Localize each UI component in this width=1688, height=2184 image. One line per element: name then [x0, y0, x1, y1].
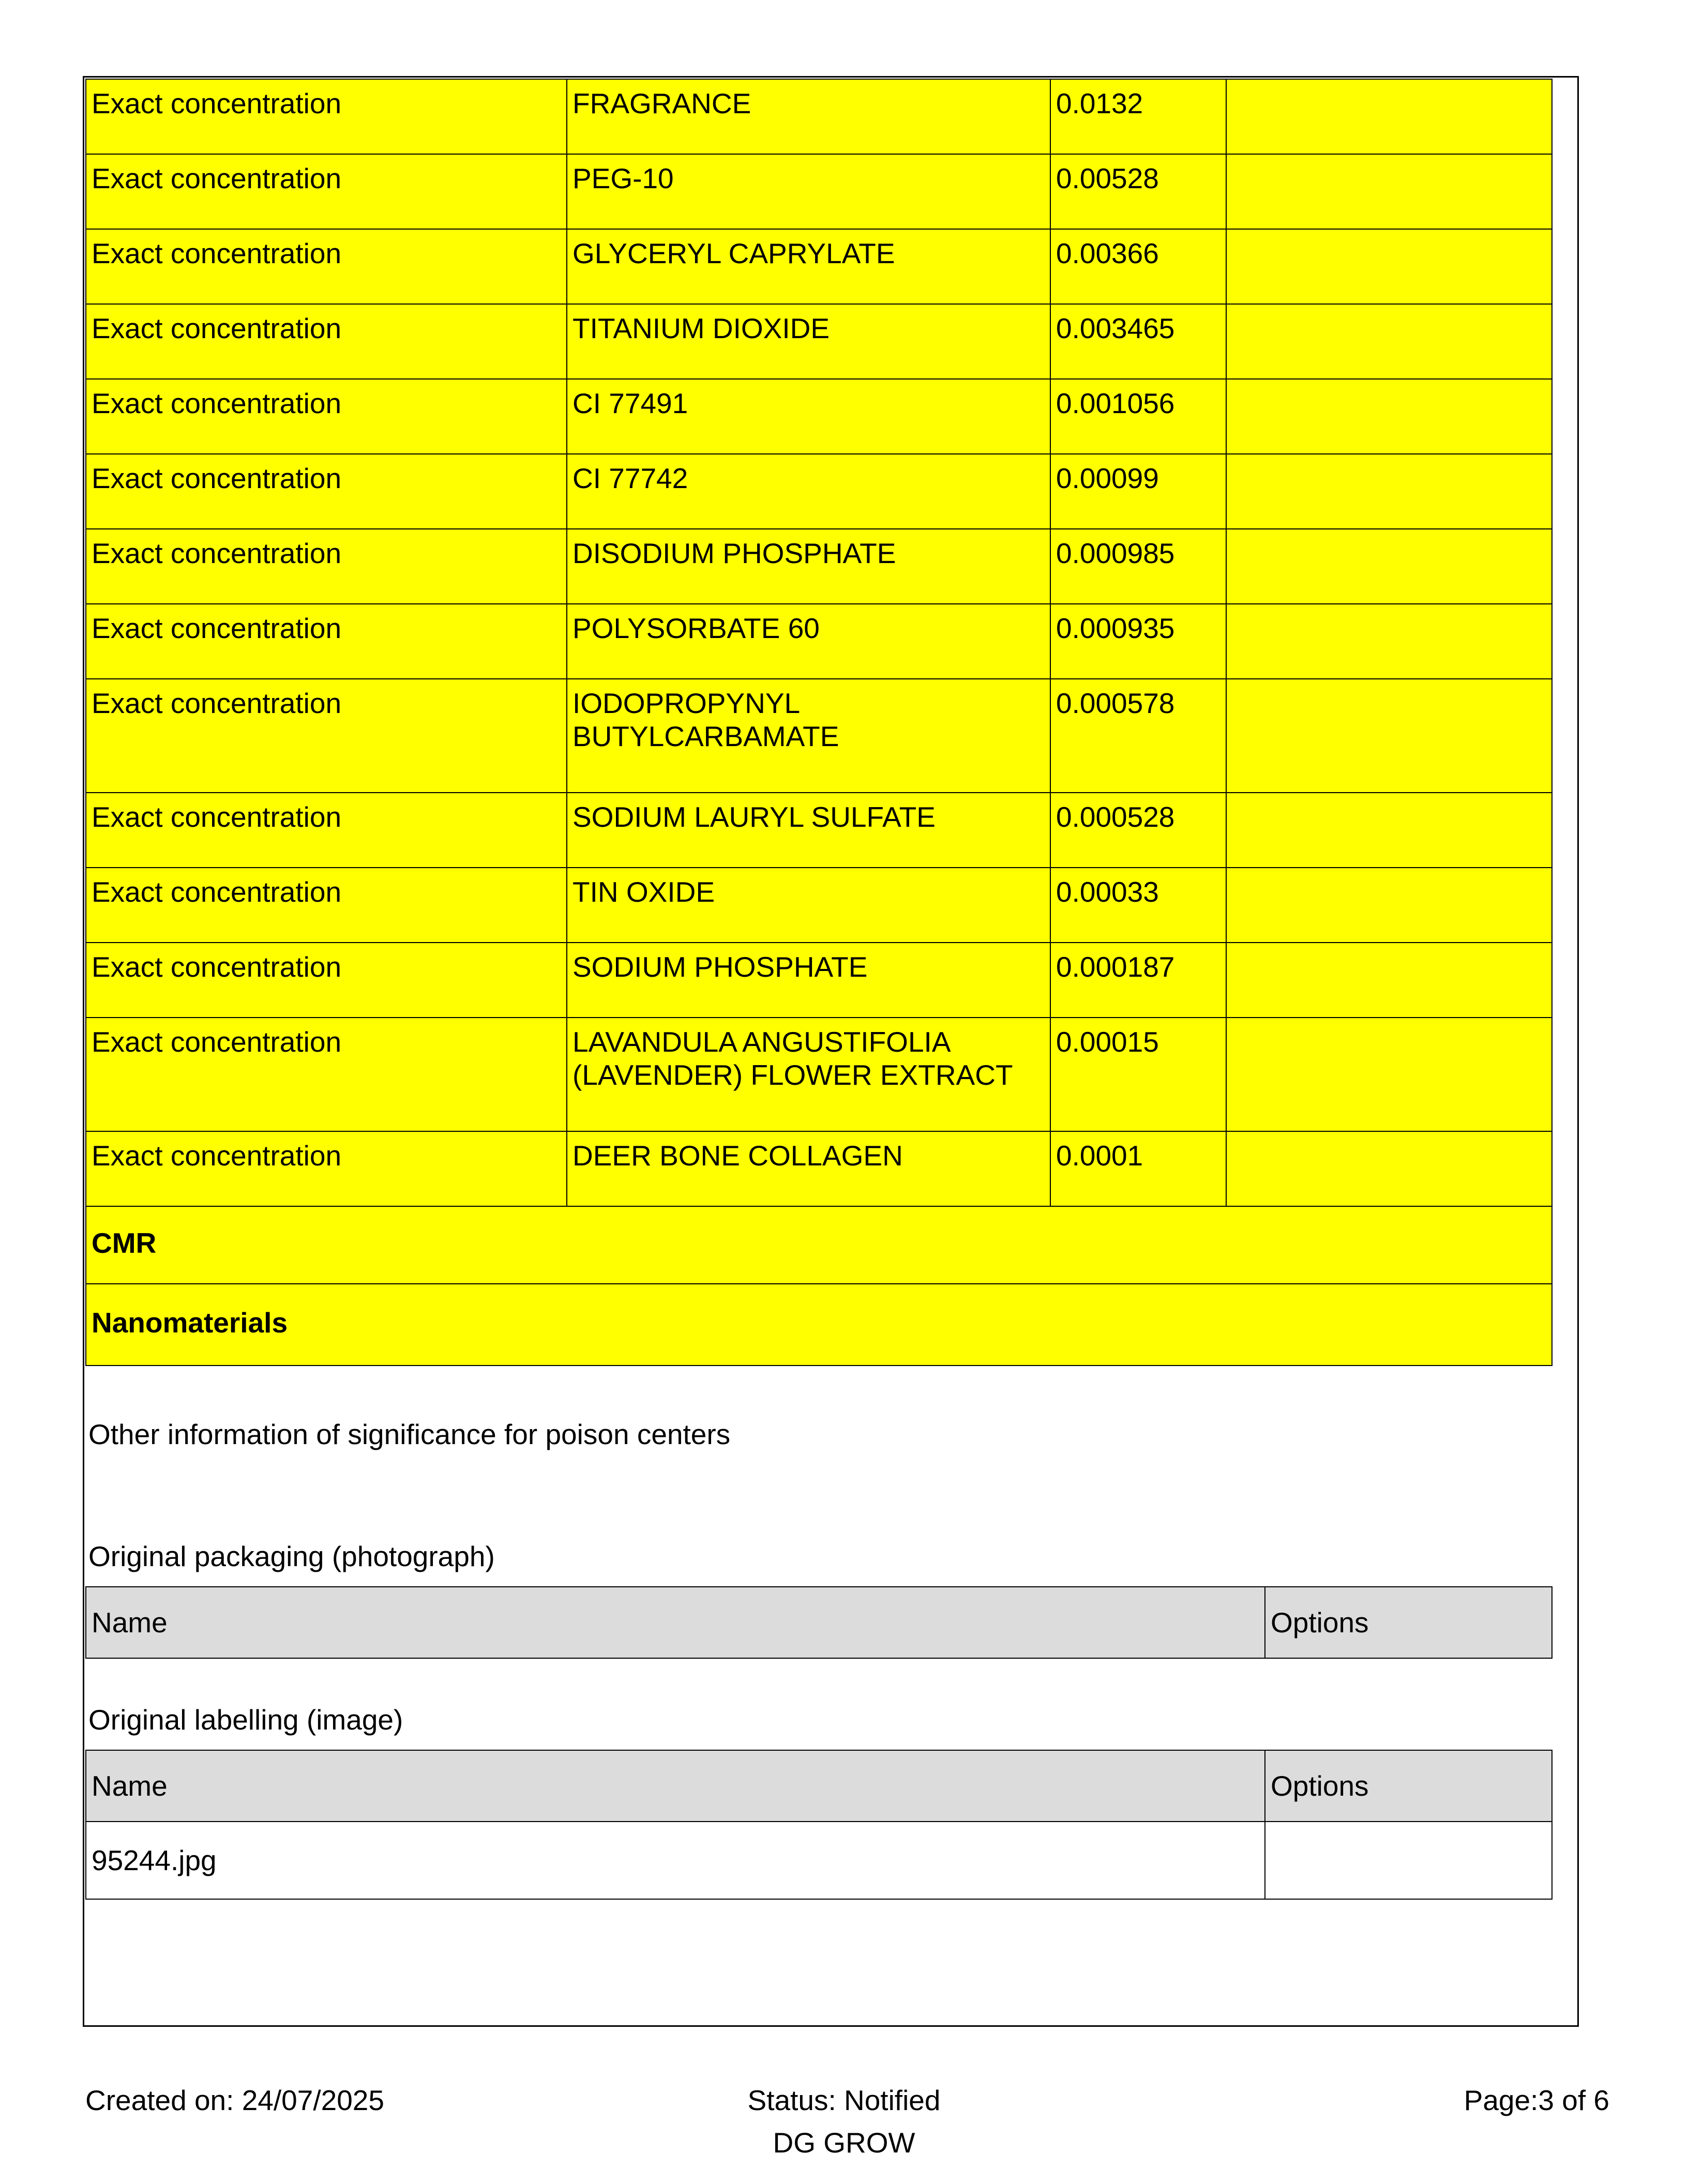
row-value: 0.00099 [1050, 454, 1226, 529]
footer-status: Status: Notified [747, 2084, 941, 2116]
row-label: Exact concentration [86, 943, 567, 1018]
row-ingredient: TITANIUM DIOXIDE [567, 304, 1050, 379]
row-label: Exact concentration [86, 229, 567, 304]
row-ingredient: GLYCERYL CAPRYLATE [567, 229, 1050, 304]
row-empty-cell [1226, 1131, 1552, 1206]
footer-page-number: Page:3 of 6 [1464, 2084, 1609, 2116]
row-value: 0.0001 [1050, 1131, 1226, 1206]
row-ingredient: SODIUM PHOSPHATE [567, 943, 1050, 1018]
row-label: Exact concentration [86, 604, 567, 679]
document-border-box [83, 76, 1579, 2027]
row-empty-cell [1226, 79, 1552, 154]
row-empty-cell [1226, 604, 1552, 679]
table-row [86, 529, 1552, 604]
row-empty-cell [1226, 793, 1552, 868]
row-label: Exact concentration [86, 154, 567, 229]
row-ingredient: SODIUM LAURYL SULFATE [567, 793, 1050, 868]
table-row [86, 604, 1552, 679]
original-labelling-heading: Original labelling (image) [88, 1704, 403, 1736]
row-empty-cell [1226, 454, 1552, 529]
file-name: 95244.jpg [86, 1822, 1265, 1899]
table-row [86, 79, 1552, 154]
row-label: Exact concentration [86, 679, 567, 793]
table-row [86, 454, 1552, 529]
footer-organisation: DG GROW [773, 2127, 915, 2159]
name-column-header: Name [86, 1587, 1265, 1658]
original-packaging-heading: Original packaging (photograph) [88, 1540, 495, 1572]
row-value: 0.0132 [1050, 79, 1226, 154]
table-row [86, 1131, 1552, 1206]
row-ingredient: CI 77742 [567, 454, 1050, 529]
table-row [86, 943, 1552, 1018]
name-column-header: Name [86, 1750, 1265, 1822]
table-row [86, 229, 1552, 304]
row-ingredient: IODOPROPYNYL BUTYLCARBAMATE [567, 679, 1050, 793]
table-row [86, 679, 1552, 793]
table-row [86, 379, 1552, 454]
row-value: 0.000578 [1050, 679, 1226, 793]
row-value: 0.000187 [1050, 943, 1226, 1018]
row-value: 0.00366 [1050, 229, 1226, 304]
row-value: 0.000985 [1050, 529, 1226, 604]
row-value: 0.000528 [1050, 793, 1226, 868]
row-ingredient: CI 77491 [567, 379, 1050, 454]
row-empty-cell [1226, 868, 1552, 943]
row-label: Exact concentration [86, 1018, 567, 1131]
row-empty-cell [1226, 943, 1552, 1018]
table-row [86, 154, 1552, 229]
table-row [86, 793, 1552, 868]
row-label: Exact concentration [86, 868, 567, 943]
row-label: Exact concentration [86, 79, 567, 154]
row-empty-cell [1226, 379, 1552, 454]
row-empty-cell [1226, 229, 1552, 304]
row-label: Exact concentration [86, 1131, 567, 1206]
row-ingredient: PEG-10 [567, 154, 1050, 229]
cmr-section-label: CMR [86, 1206, 1552, 1284]
row-value: 0.001056 [1050, 379, 1226, 454]
row-value: 0.00015 [1050, 1018, 1226, 1131]
table-row [86, 304, 1552, 379]
row-empty-cell [1226, 1018, 1552, 1131]
row-ingredient: FRAGRANCE [567, 79, 1050, 154]
row-label: Exact concentration [86, 304, 567, 379]
packaging-header-row [86, 1587, 1552, 1658]
row-value: 0.003465 [1050, 304, 1226, 379]
row-empty-cell [1226, 679, 1552, 793]
other-information-heading: Other information of significance for poison centers [88, 1418, 731, 1450]
row-ingredient: LAVANDULA ANGUSTIFOLIA (LAVENDER) FLOWER EXTRACT [567, 1018, 1050, 1131]
original-packaging-table [85, 1586, 1553, 1659]
file-options-cell [1265, 1822, 1552, 1899]
options-column-header: Options [1265, 1587, 1552, 1658]
row-label: Exact concentration [86, 454, 567, 529]
row-value: 0.00528 [1050, 154, 1226, 229]
row-label: Exact concentration [86, 379, 567, 454]
row-empty-cell [1226, 304, 1552, 379]
row-ingredient: POLYSORBATE 60 [567, 604, 1050, 679]
original-labelling-table [85, 1750, 1553, 1900]
footer-created-date: Created on: 24/07/2025 [85, 2084, 384, 2116]
labelling-file-row [86, 1822, 1552, 1899]
nanomaterials-section-row [86, 1284, 1552, 1366]
row-value: 0.000935 [1050, 604, 1226, 679]
row-ingredient: DEER BONE COLLAGEN [567, 1131, 1050, 1206]
row-ingredient: TIN OXIDE [567, 868, 1050, 943]
cmr-section-row [86, 1206, 1552, 1284]
row-label: Exact concentration [86, 529, 567, 604]
row-value: 0.00033 [1050, 868, 1226, 943]
table-row [86, 1018, 1552, 1131]
row-ingredient: DISODIUM PHOSPHATE [567, 529, 1050, 604]
table-row [86, 868, 1552, 943]
options-column-header: Options [1265, 1750, 1552, 1822]
exact-concentration-table [85, 79, 1553, 1366]
labelling-header-row [86, 1750, 1552, 1822]
row-label: Exact concentration [86, 793, 567, 868]
nanomaterials-section-label: Nanomaterials [86, 1284, 1552, 1366]
row-empty-cell [1226, 154, 1552, 229]
row-empty-cell [1226, 529, 1552, 604]
